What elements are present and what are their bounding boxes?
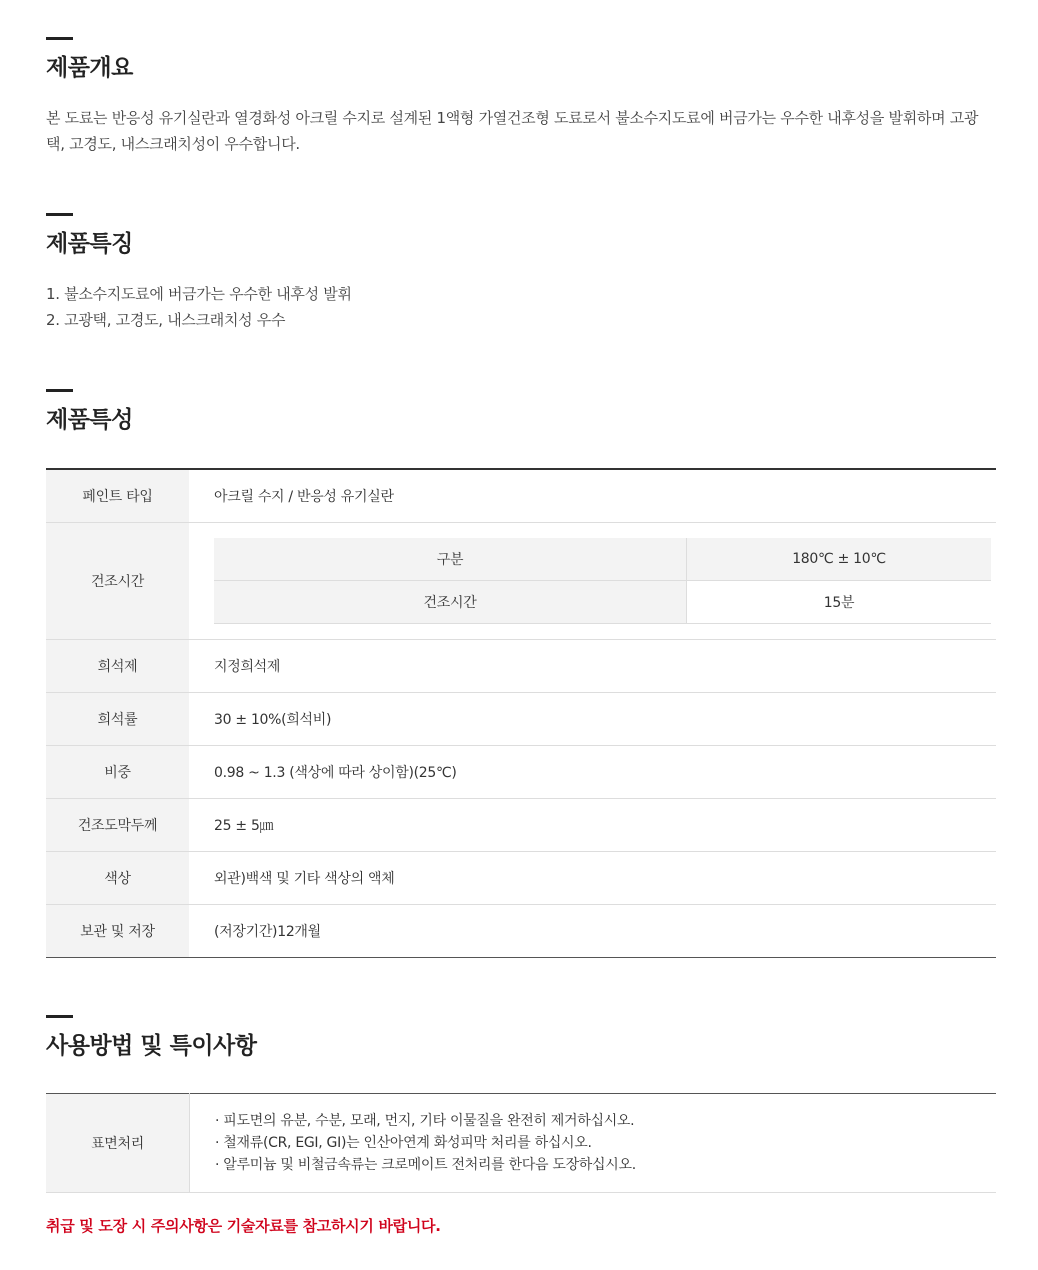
heading-bar [46,37,73,40]
drying-header-row [214,538,991,581]
table-row [46,640,996,693]
drying-header-label: 구분 [214,538,687,581]
drying-header-temp: 180℃ ± 10℃ [687,538,992,581]
table-row [46,746,996,799]
caution-note: 취급 및 도장 시 주의사항은 기술자료를 참고하시기 바랍니다. [46,1217,441,1235]
table-row [46,523,996,640]
features-title: 제품특징 [46,231,133,257]
drying-time-table [214,538,991,624]
row-label: 보관 및 저장 [46,905,189,958]
table-row [46,905,996,958]
row-value: 25 ± 5㎛ [189,799,996,852]
usage-title: 사용방법 및 특이사항 [46,1033,257,1059]
usage-table [46,1093,996,1193]
properties-section [46,389,996,958]
overview-text: 본 도료는 반응성 유기실란과 열경화성 아크릴 수지로 설계된 1액형 가열건조형 도료로서 불소수지도료에 버금가는 우수한 내후성을 발휘하며 고광택, 고경도, 내스크래치성이 우수합니다. [46,109,979,153]
overview-title: 제품개요 [46,55,133,81]
row-label: 건조시간 [46,523,189,640]
drying-cell [189,523,996,640]
table-row [46,1094,996,1193]
drying-row-value: 15분 [687,581,992,624]
table-row [46,799,996,852]
row-value: 0.98 ~ 1.3 (색상에 따라 상이함)(25℃) [189,746,996,799]
row-label: 희석제 [46,640,189,693]
feature-item: 1. 불소수지도료에 버금가는 우수한 내후성 발휘 [46,285,352,303]
usage-line: · 철재류(CR, EGI, GI)는 인산아연계 화성피막 처리를 하십시오. [215,1135,592,1151]
heading-bar [46,389,73,392]
overview-section [46,37,996,157]
row-value: 아크릴 수지 / 반응성 유기실란 [189,469,996,523]
properties-title: 제품특성 [46,407,133,433]
properties-table [46,468,996,958]
surface-treatment-content [190,1094,997,1193]
row-label: 페인트 타입 [46,469,189,523]
features-list [46,281,996,333]
row-value: (저장기간)12개월 [189,905,996,958]
row-value: 외관)백색 및 기타 색상의 액체 [189,852,996,905]
usage-line: · 피도면의 유분, 수분, 모래, 먼지, 기타 이물질을 완전히 제거하십시오. [215,1113,635,1129]
row-value: 지정희석제 [189,640,996,693]
features-section [46,213,996,333]
table-row [46,693,996,746]
heading-bar [46,213,73,216]
usage-line: · 알루미늄 및 비철금속류는 크로메이트 전처리를 한다음 도장하십시오. [215,1157,636,1173]
drying-value-row [214,581,991,624]
table-row [46,852,996,905]
row-value: 30 ± 10%(희석비) [189,693,996,746]
row-label: 색상 [46,852,189,905]
surface-treatment-label: 표면처리 [46,1094,190,1193]
heading-bar [46,1015,73,1018]
usage-section [46,1015,996,1236]
row-label: 비중 [46,746,189,799]
feature-item: 2. 고광택, 고경도, 내스크래치성 우수 [46,311,286,329]
table-row [46,469,996,523]
row-label: 건조도막두께 [46,799,189,852]
drying-row-label: 건조시간 [214,581,687,624]
row-label: 희석률 [46,693,189,746]
